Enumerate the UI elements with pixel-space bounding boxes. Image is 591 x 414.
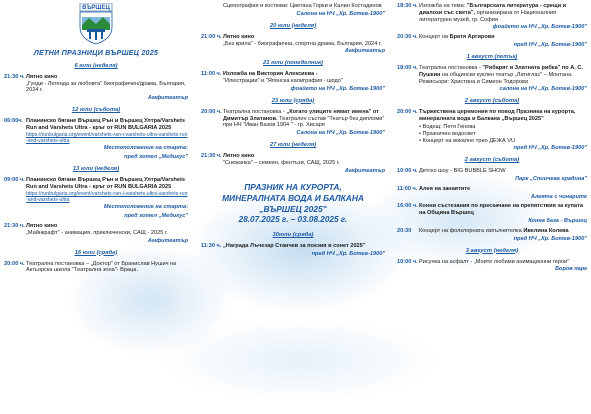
event-location: Салона на НЧ „Хр. Ботев-1900": [296, 130, 385, 137]
event: [4, 74, 188, 94]
festival-banner-line: МИНЕРАЛНАТА ВОДА И БАЛКАНА: [222, 193, 364, 204]
event: [397, 109, 587, 123]
event-time: 18:30 ч.: [397, 3, 418, 9]
event-location: Парк „Спиичева градина": [515, 176, 587, 182]
event-text: „Гунди - Легенда за любовта" биографичен/драма, България, 2024 г.: [26, 80, 186, 94]
event-description: [26, 118, 188, 144]
event-time: 20:00 ч.: [201, 108, 222, 115]
event-time: 20:30: [397, 227, 412, 234]
event: [4, 223, 188, 237]
start-location: пред хотел „Медикус": [124, 154, 188, 161]
event-text: Театрална постановка – „Доктор" от Бранислав Нушич на Актьорска школа "Театрална зона"- Враца.: [26, 260, 177, 274]
event: [397, 65, 587, 85]
event: [397, 259, 587, 266]
date-heading: 30юли (сряда): [272, 231, 314, 238]
event-title: "Българската литература - срещи и диалози със света",: [419, 3, 567, 16]
event-description: [419, 34, 587, 41]
event-description: [26, 74, 188, 94]
date-heading: 1 август (петък): [466, 53, 518, 60]
list-item: • Водещ: Петя Генова: [419, 124, 587, 131]
event-location: салона на НЧ „Хр. Ботев-1900": [499, 86, 587, 93]
event-time: 09:00 ч.: [4, 177, 25, 184]
event-title: „Награда Лъчезар Станчев за поезия в сонет 2025": [223, 242, 366, 249]
event-text: „Майнкрафт" - анимация, приключенски, САЩ - 2025 г.: [26, 229, 168, 236]
date-heading: 20 юли (неделя): [269, 22, 317, 29]
festival-banner-line: ПРАЗНИК НА КУРОРТА,: [244, 182, 342, 193]
list-item: • Празничен водосвет: [419, 131, 587, 138]
event-text: Сценография и костюми: Цветана Горки и Калин Костадинов: [223, 3, 382, 9]
event-description: [223, 153, 385, 167]
column-2: [197, 0, 389, 414]
event-text: Концерт на: [419, 34, 449, 41]
event-time: 11:00 ч.: [397, 185, 418, 192]
festival-title: ЛЕТНИ ПРАЗНИЦИ ВЪРШЕЦ 2025: [33, 48, 159, 57]
event-text: Театрална постановка -: [419, 64, 481, 71]
festival-banner: [201, 182, 385, 225]
event-title: Лятно кино: [223, 153, 255, 159]
event-text: Концерт на фолклорната изпълнителка: [419, 227, 522, 234]
event-time: 18:00 ч.: [397, 64, 418, 71]
event: [397, 34, 587, 41]
event-time: 11:00 ч.: [201, 71, 222, 78]
event-location: Амфитеатър: [147, 95, 188, 102]
event-description: [26, 177, 188, 203]
event-text: на общински куклен театър „Латиглас" – Монтана. Режисьори: Христина и Симеон Тодорови: [419, 71, 573, 85]
event-title: Лятно кино: [223, 33, 255, 40]
event-location: Конна база - Вършец: [528, 218, 587, 225]
ceremony-program-list: [419, 124, 587, 144]
event-location: Салона на НЧ „Хр. Ботев-1900": [296, 10, 385, 17]
event-text: "Снежанка" – семеен, фентъзи, САЩ, 2025 г.: [223, 159, 340, 166]
event-time: 21:00 ч.: [201, 33, 222, 40]
event-link[interactable]: https://runbulgaria.org/event/varshets-ran-i-varshets-ultra-varshets-run-and-varshets-ultra: [26, 131, 188, 145]
date-heading: 2 август (събота): [464, 157, 520, 164]
event-text: Рисунка на асфалт - „Моите любими анимационни герои": [419, 258, 570, 265]
event-time: 21:30 ч.: [4, 223, 25, 230]
event-title: Ивелина Колева: [523, 227, 569, 234]
event-location: Амфитеатър: [147, 237, 188, 244]
event: [201, 243, 385, 250]
event-title: Планинско бягане Вършец Рън и Вършец Ултра/Varshets Run and Varshets Ultra - кръг от RUN BULGARIA 2025: [26, 118, 185, 131]
date-heading: 13 юли (неделя): [72, 166, 120, 173]
event: [201, 109, 385, 129]
event-time: 20:00 ч.: [397, 109, 418, 116]
event: [4, 177, 188, 203]
event-time: 20:00 ч.: [4, 260, 25, 267]
date-heading: 12 юли (събота): [71, 107, 121, 114]
start-location: пред хотел „Медикус": [124, 213, 188, 220]
date-heading: 2 август (събота): [464, 98, 520, 105]
event-title: Алея на занаятите: [419, 185, 471, 192]
event-location: пред НЧ „Хр. Ботев-1900": [513, 235, 587, 242]
date-heading: 3 август (неделя): [465, 247, 519, 254]
event-title: Планинско бягане Вършец Рън и Вършец Ултра/Varshets Run and Varshets Ultra - кръг от RUN BULGARIA 2025: [26, 177, 185, 190]
date-heading: 6 юли (неделя): [74, 62, 118, 69]
event-title: Братя Аргирови: [449, 34, 495, 41]
event-description: [26, 223, 188, 237]
event-time: 20:30 ч.: [397, 34, 418, 41]
event: [397, 203, 587, 217]
start-location-label: Местоположение на старта:: [103, 204, 188, 211]
list-item: • Концерт на вокално трио ДЕЖА VU: [419, 138, 587, 145]
event-description: [223, 71, 385, 85]
event-time: 21:30 ч.: [201, 153, 222, 159]
event-title: Тържествена церемония по повод Празника на курорта, минералната вода и Балкана „Вършец 2025": [419, 109, 576, 123]
event-location: пред НЧ „Хр. Ботев-1900": [513, 42, 587, 49]
event-title: Изложба на Виктория Алексиева -: [223, 71, 318, 78]
event-text: Детско шоу - BIG BUBBLE SHOW: [419, 168, 506, 175]
event-location: Боров парк: [555, 266, 587, 273]
event-description: [223, 34, 385, 48]
event: [4, 118, 188, 144]
event-location: Амфитеатър: [344, 167, 385, 174]
event: [201, 34, 385, 48]
date-heading: 16 юли (сряда): [74, 249, 118, 256]
coat-of-arms-logo: [74, 3, 118, 45]
event-title: „Когато улиците нямат имена" от Димитър Златанов.: [223, 108, 379, 122]
event-title: Лятно кино: [26, 223, 58, 230]
event: [201, 153, 385, 167]
event-location: фоайето на НЧ „Хр. Ботев-1900": [492, 24, 587, 31]
event: [397, 3, 587, 23]
event-location: Амфитеатър: [344, 48, 385, 55]
event-description: [419, 228, 587, 235]
festival-banner-line: „ВЪРШЕЦ 2025": [259, 204, 327, 215]
event-text: „Без крила" - биографична, спортна драма, България, 2024 г.: [223, 40, 382, 47]
event-text: Театрална постановка -: [223, 108, 285, 115]
event: [201, 71, 385, 85]
event-text: Изложба на тема:: [419, 3, 466, 9]
logo-name: ВЪРШЕЦ: [82, 5, 110, 11]
event-time: 06:00ч.: [4, 118, 24, 125]
event-location: пред НЧ „Хр. Ботев-1900": [311, 250, 385, 257]
event-time: 10:00 ч.: [397, 258, 418, 265]
event-title: Конни състезания по прескачане на препятствия за купата на Община Вършец: [419, 203, 584, 217]
event-title: "Рибарят и Златната рибка" по А. С. Пушкин: [419, 64, 583, 78]
event-location: Алеята с чинарите: [530, 193, 587, 200]
date-heading: 27 юли (неделя): [269, 141, 317, 148]
event-description: [419, 65, 587, 85]
column-1: [0, 0, 192, 414]
event-time: 16:00 ч.: [397, 203, 418, 210]
festival-dates: 28.07.2025 г. – 03.08.2025 г.: [238, 215, 348, 225]
event-text: "Илюстрации" и "Японска калиграфия - шодо": [223, 78, 343, 84]
event: [4, 261, 188, 275]
event-text: Театрален състав "Театър без дипломи" при НЧ "Иван Вазов 1904 " - гр. Хисаря: [223, 115, 385, 129]
event-time: 21:30 ч.: [4, 73, 25, 80]
event-time: 11:30 ч.: [201, 242, 222, 249]
event-text: организирана от Националния литературен музей, гр. София: [419, 9, 557, 23]
event: [397, 168, 587, 175]
event-location: фоайето на НЧ „Хр. Ботев-1900": [290, 85, 385, 92]
event-location: пред НЧ „Хр. Ботев-1900": [513, 145, 587, 152]
event: [397, 228, 587, 235]
event-time: 10:00 ч.: [397, 168, 418, 175]
start-location-label: Местоположение на старта:: [103, 145, 188, 152]
event-description: [223, 109, 385, 129]
event: [397, 186, 587, 193]
date-heading: 23 юли (сряда): [271, 97, 315, 104]
event-link[interactable]: https://runbulgaria.org/event/varshets-ran-i-varshets-ultra-varshets-run-and-varshets-ultra: [26, 190, 188, 204]
event-description: [419, 3, 587, 23]
column-3: [393, 0, 591, 414]
date-heading: 21 юли (понеделник): [263, 60, 323, 67]
event-title: Лятно кино: [26, 73, 58, 80]
